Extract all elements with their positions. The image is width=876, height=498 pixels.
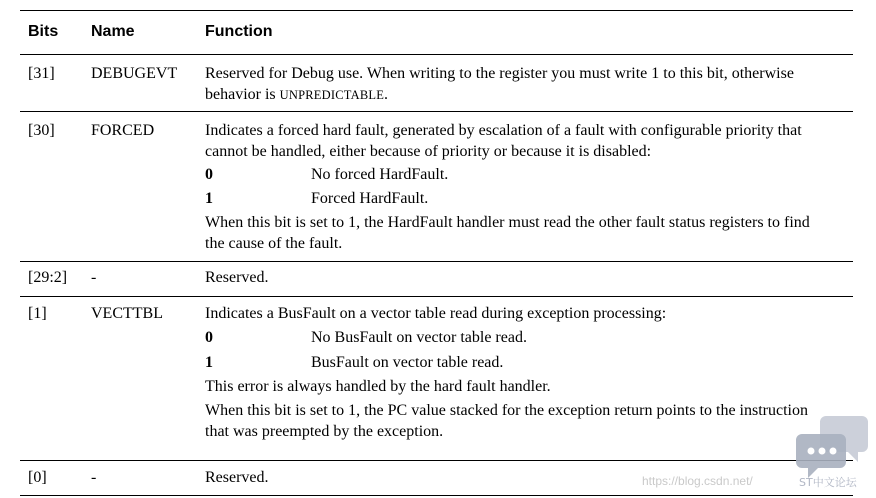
- function-line: Indicates a BusFault on a vector table read during exception processing:: [205, 305, 667, 322]
- bits-cell: [0]: [28, 469, 47, 486]
- table-row: [20, 54, 853, 111]
- bit-value-description: BusFault on vector table read.: [311, 354, 504, 371]
- function-line: When this bit is set to 1, the PC value stacked for the exception return points to the instruction: [205, 402, 808, 419]
- bit-value: 1: [205, 190, 213, 207]
- bit-value: 0: [205, 329, 213, 346]
- name-cell: DEBUGEVT: [91, 65, 178, 82]
- bits-cell: [1]: [28, 305, 47, 322]
- name-cell: -: [91, 469, 97, 486]
- bits-cell: [31]: [28, 65, 55, 82]
- function-line: Reserved.: [205, 469, 269, 486]
- name-cell: VECTTBL: [91, 305, 163, 322]
- function-line: Reserved for Debug use. When writing to the register you must write 1 to this bit, otherwise: [205, 65, 794, 82]
- name-cell: -: [91, 269, 97, 286]
- table-row: [20, 111, 853, 261]
- table-row: [20, 261, 853, 296]
- table-header-row: [20, 10, 853, 54]
- function-line: [205, 84, 845, 106]
- bit-value: 0: [205, 166, 213, 183]
- function-text: behavior is: [205, 86, 280, 103]
- watermark-brand: ST中文论坛: [799, 476, 857, 489]
- bits-cell: [30]: [28, 122, 55, 139]
- bit-value: 1: [205, 354, 213, 371]
- table-row: [20, 296, 853, 450]
- function-line: Reserved.: [205, 269, 269, 286]
- bit-value-description: Forced HardFault.: [311, 190, 429, 207]
- function-line: When this bit is set to 1, the HardFault handler must read the other fault status registers to find: [205, 214, 810, 231]
- function-line: that was preempted by the exception.: [205, 423, 444, 440]
- unpredictable-text: UNPREDICTABLE: [279, 88, 385, 102]
- bit-value-description: No forced HardFault.: [311, 166, 449, 183]
- function-line: the cause of the fault.: [205, 235, 343, 252]
- function-text: .: [384, 86, 389, 103]
- header-bits: Bits: [28, 23, 59, 40]
- function-line: Indicates a forced hard fault, generated by escalation of a fault with configurable priority that: [205, 122, 802, 139]
- watermark-url: https://blog.csdn.net/: [642, 474, 753, 488]
- bit-value-description: No BusFault on vector table read.: [311, 329, 527, 346]
- bits-cell: [29:2]: [28, 269, 68, 286]
- header-function: Function: [205, 23, 273, 40]
- header-name: Name: [91, 23, 135, 40]
- name-cell: FORCED: [91, 122, 155, 139]
- function-line: cannot be handled, either because of priority or because it is disabled:: [205, 143, 652, 160]
- table-bottom-rule: [20, 495, 853, 496]
- function-line: This error is always handled by the hard fault handler.: [205, 378, 551, 395]
